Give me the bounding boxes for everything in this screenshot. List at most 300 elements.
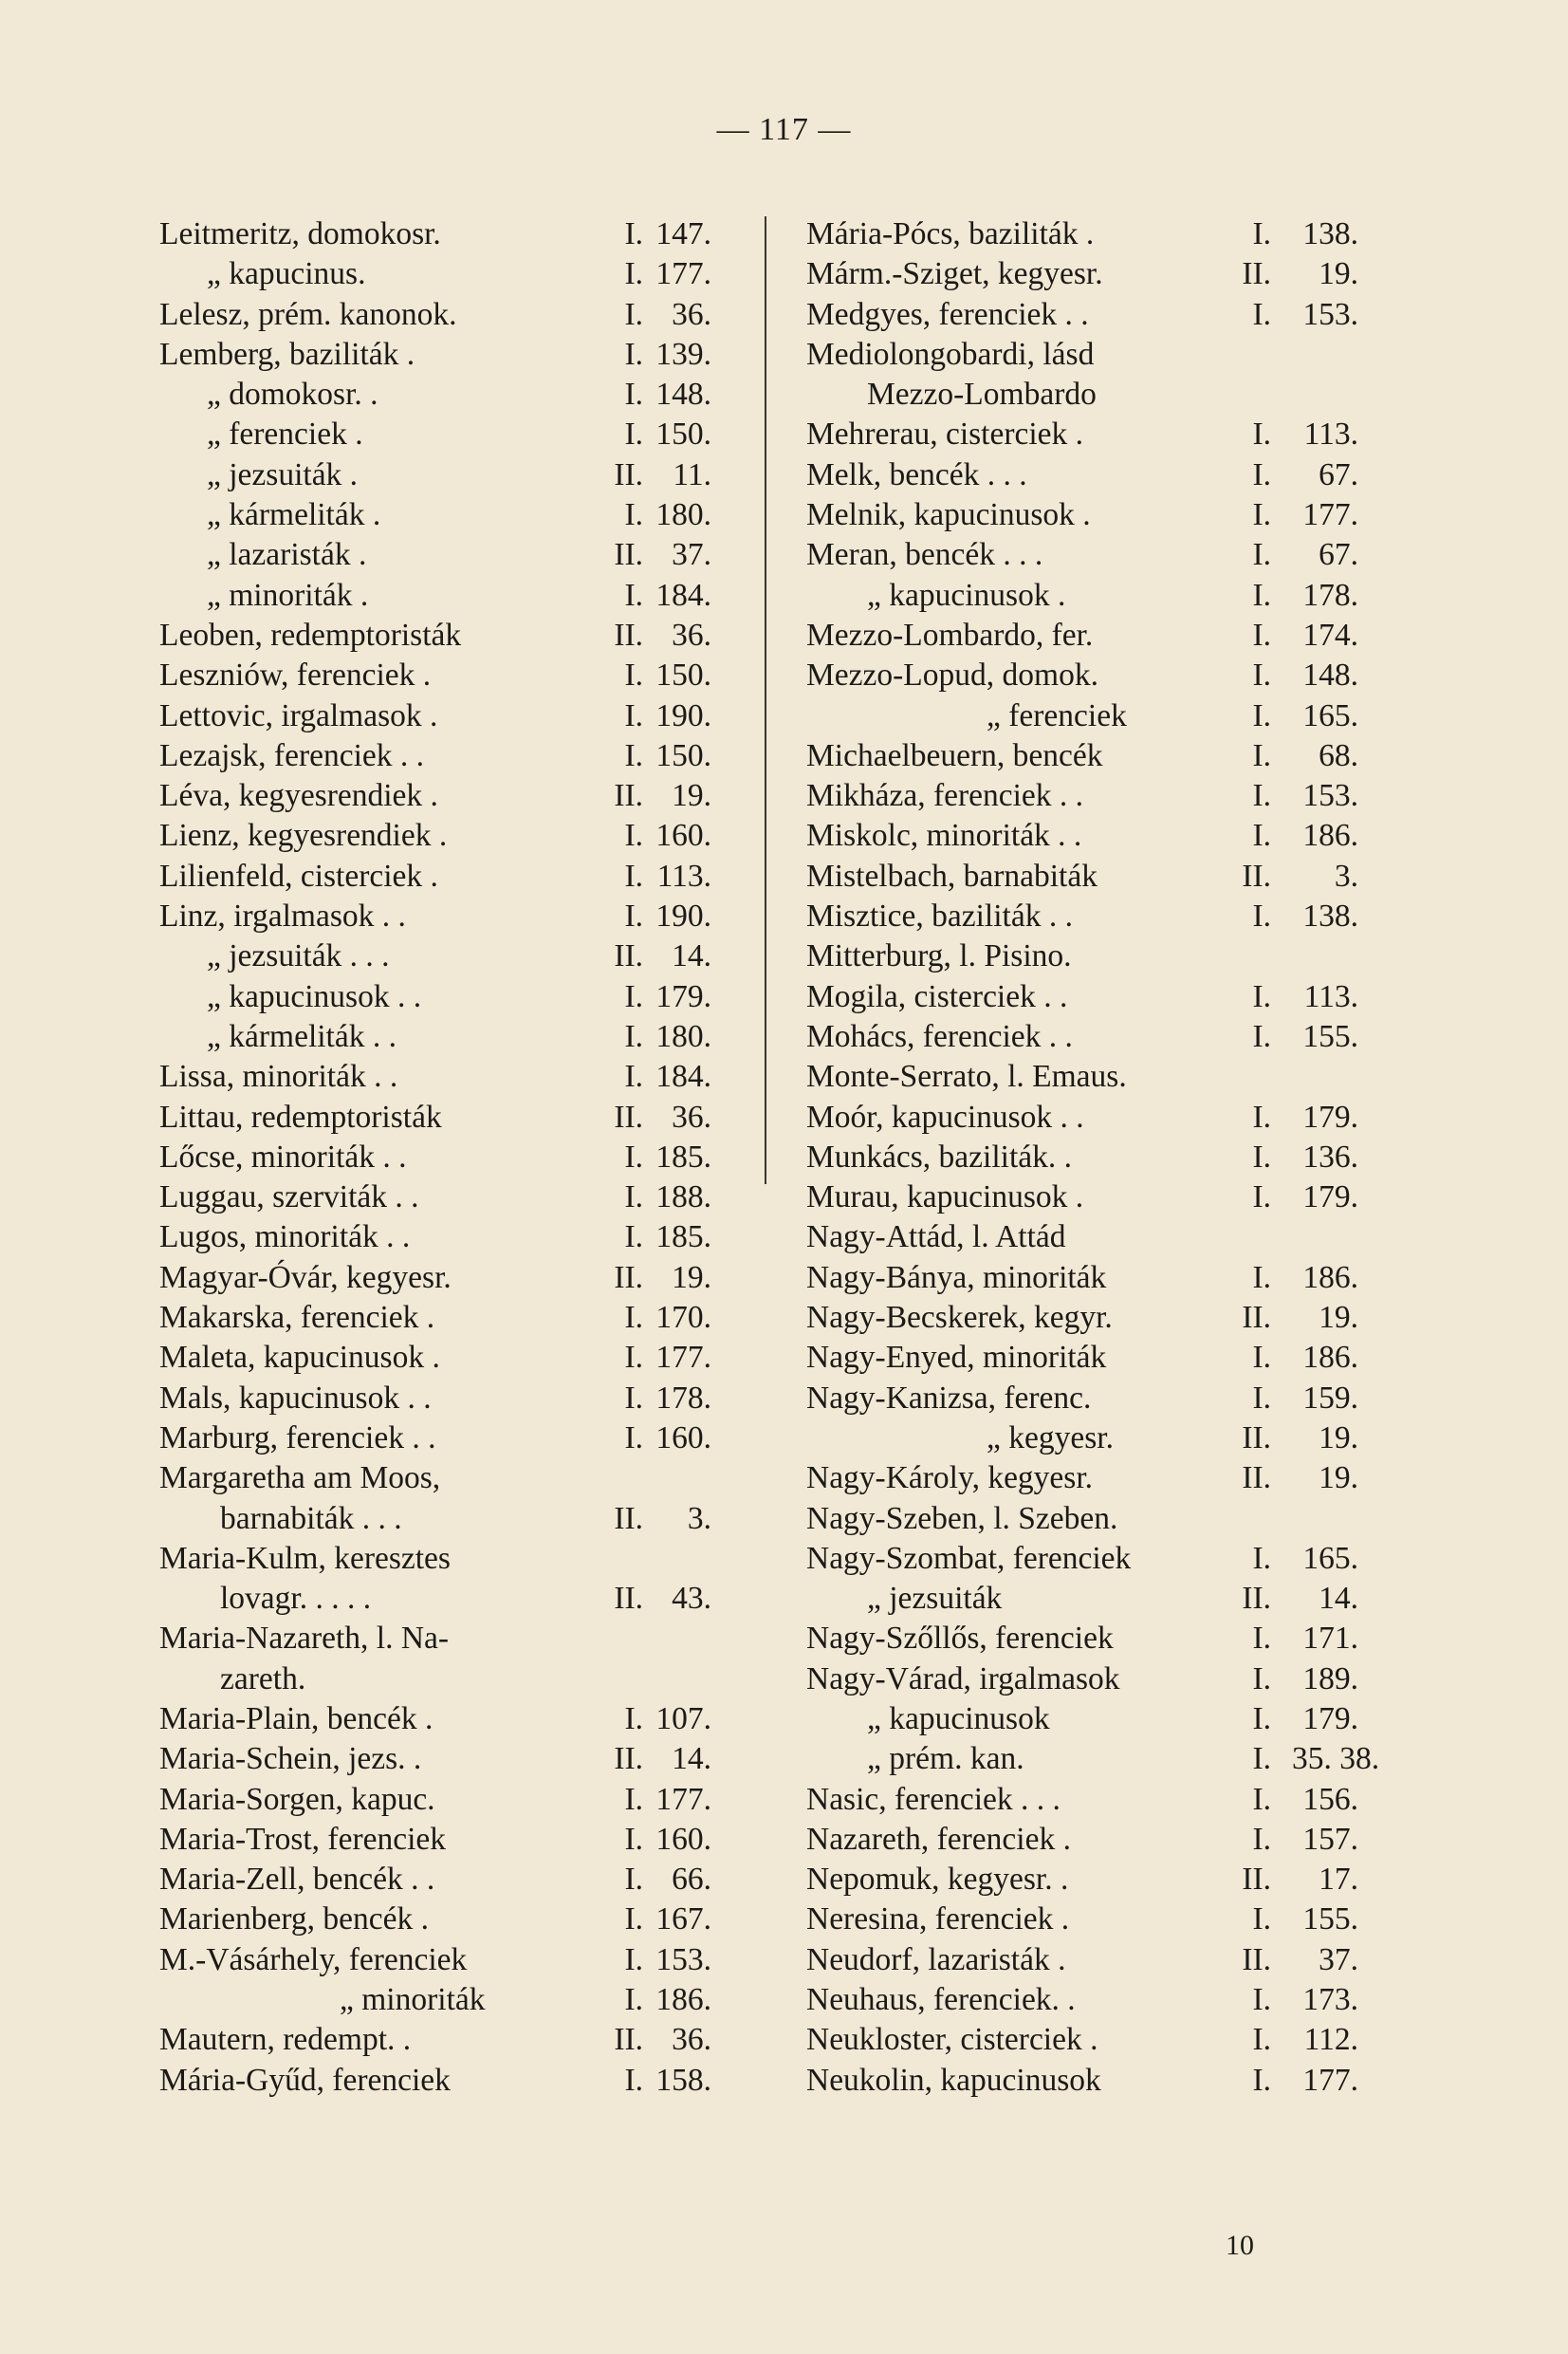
entry-volume: I.	[624, 1300, 643, 1336]
entry-name: barnabiták . . .	[220, 1500, 402, 1536]
entry-name: Maria-Kulm, keresztes	[159, 1540, 451, 1576]
index-entry	[806, 776, 1366, 816]
entry-page: 186.	[1302, 818, 1358, 854]
index-entry	[159, 1057, 729, 1097]
entry-volume: I.	[1252, 1340, 1271, 1376]
entry-page: 14.	[672, 938, 711, 974]
entry-name: Maria-Plain, bencék .	[159, 1700, 434, 1736]
entry-name: „ prém. kan.	[867, 1741, 1024, 1777]
index-entry	[806, 535, 1366, 575]
entry-page: 14.	[1319, 1581, 1358, 1617]
entry-volume: I.	[624, 658, 643, 694]
entry-page: 160.	[655, 818, 711, 854]
entry-name: Maria-Sorgen, kapuc.	[159, 1781, 435, 1817]
entry-name: Lemberg, baziliták .	[159, 336, 415, 372]
entry-name: Lőcse, minoriták . .	[159, 1139, 407, 1175]
index-entry	[806, 1298, 1366, 1338]
index-entry	[806, 936, 1366, 976]
entry-name: „ kármeliták . .	[207, 1018, 397, 1054]
index-entry	[159, 1138, 729, 1177]
entry-volume: I.	[1252, 1018, 1271, 1054]
index-entry	[806, 977, 1366, 1017]
entry-page: 185.	[655, 1219, 711, 1255]
entry-name: Magyar-Óvár, kegyesr.	[159, 1259, 452, 1295]
index-entry	[806, 1458, 1366, 1498]
entry-volume: II.	[614, 1741, 643, 1777]
entry-page: 173.	[1302, 1982, 1358, 2018]
index-entry	[159, 335, 729, 375]
entry-page: 67.	[1319, 456, 1358, 492]
entry-name: Maria-Zell, bencék . .	[159, 1862, 435, 1898]
entry-volume: II.	[614, 938, 643, 974]
entry-name: „ kapucinusok . .	[207, 978, 422, 1014]
entry-page: 19.	[672, 1259, 711, 1295]
entry-volume: II.	[614, 1581, 643, 1617]
index-entry	[159, 816, 729, 856]
index-entry	[806, 1499, 1366, 1539]
index-entry	[159, 1940, 729, 1980]
entry-page: 160.	[655, 1821, 711, 1857]
entry-page: 150.	[655, 737, 711, 773]
index-entry	[159, 1820, 729, 1860]
index-entry	[806, 375, 1366, 415]
entry-page: 67.	[1319, 537, 1358, 573]
entry-page: 36.	[672, 296, 711, 332]
entry-page: 180.	[655, 1018, 711, 1054]
entry-name: Michaelbeuern, bencék	[806, 737, 1103, 773]
entry-page: 148.	[655, 377, 711, 413]
entry-name: Mals, kapucinusok . .	[159, 1380, 432, 1416]
entry-volume: I.	[624, 417, 643, 453]
index-entry	[159, 375, 729, 415]
entry-name: Nagy-Becskerek, kegyr.	[806, 1300, 1113, 1336]
entry-volume: I.	[624, 1059, 643, 1095]
index-entry	[806, 1820, 1366, 1860]
entry-page: 179.	[1302, 1179, 1358, 1215]
entry-page: 177.	[655, 1781, 711, 1817]
entry-volume: I.	[1252, 456, 1271, 492]
entry-page: 157.	[1302, 1821, 1358, 1857]
entry-name: „ lazaristák .	[207, 537, 367, 573]
index-entry	[159, 776, 729, 816]
index-entry	[159, 1980, 729, 2020]
entry-volume: I.	[1252, 1660, 1271, 1696]
entry-name: Mediolongobardi, lásd	[806, 336, 1095, 372]
entry-page: 19.	[1319, 256, 1358, 292]
entry-name: Maria-Nazareth, l. Na-	[159, 1621, 450, 1657]
entry-volume: II.	[1242, 1460, 1271, 1496]
entry-name: Neudorf, lazaristák .	[806, 1941, 1066, 1977]
entry-page: 68.	[1319, 737, 1358, 773]
entry-name: Munkács, baziliták. .	[806, 1139, 1073, 1175]
entry-name: „ ferenciek	[987, 697, 1127, 733]
index-entry	[159, 535, 729, 575]
entry-volume: I.	[624, 497, 643, 533]
index-entry	[159, 1258, 729, 1298]
entry-volume: I.	[624, 1139, 643, 1175]
index-entry	[159, 254, 729, 294]
entry-name: Nagy-Attád, l. Attád	[806, 1219, 1066, 1255]
entry-name: Nagy-Enyed, minoriták	[806, 1340, 1107, 1376]
entry-page: 36.	[672, 2022, 711, 2058]
index-entry	[806, 897, 1366, 936]
entry-page: 19.	[672, 778, 711, 814]
entry-page: 147.	[655, 216, 711, 251]
index-entry	[806, 1699, 1366, 1739]
entry-name: Maleta, kapucinusok .	[159, 1340, 440, 1376]
entry-volume: I.	[624, 377, 643, 413]
entry-name: „ jezsuiták . . .	[207, 938, 390, 974]
entry-page: 19.	[1319, 1460, 1358, 1496]
entry-page: 186.	[1302, 1259, 1358, 1295]
entry-volume: I.	[624, 1781, 643, 1817]
index-entry	[806, 1739, 1380, 1779]
entry-name: Murau, kapucinusok .	[806, 1179, 1084, 1215]
entry-volume: I.	[624, 1419, 643, 1455]
entry-volume: II.	[614, 537, 643, 573]
entry-page: 178.	[1302, 577, 1358, 613]
entry-page: 190.	[655, 899, 711, 935]
entry-page: 159.	[1302, 1380, 1358, 1416]
entry-name: Meran, bencék . . .	[806, 537, 1043, 573]
index-entry	[159, 1458, 729, 1498]
index-entry	[159, 736, 729, 776]
index-entry	[806, 1980, 1366, 2020]
entry-name: Marburg, ferenciek . .	[159, 1419, 436, 1455]
entry-name: Mária-Pócs, baziliták .	[806, 216, 1095, 251]
entry-volume: II.	[1242, 1419, 1271, 1455]
entry-volume: I.	[1252, 737, 1271, 773]
entry-name: Mezzo-Lopud, domok.	[806, 658, 1098, 694]
entry-page: 37.	[672, 537, 711, 573]
entry-volume: II.	[614, 456, 643, 492]
entry-name: Mária-Gyűd, ferenciek	[159, 2062, 451, 2098]
entry-name: Luggau, szerviták . .	[159, 1179, 419, 1215]
entry-page: 155.	[1302, 1018, 1358, 1054]
entry-page: 138.	[1302, 899, 1358, 935]
entry-page: 43.	[672, 1581, 711, 1617]
entry-name: Littau, redemptoristák	[159, 1099, 442, 1135]
index-entry	[159, 936, 729, 976]
entry-name: Nepomuk, kegyesr. .	[806, 1862, 1069, 1898]
index-entry	[159, 1098, 729, 1138]
index-entry	[159, 1699, 729, 1739]
index-entry	[806, 1579, 1366, 1619]
entry-name: zareth.	[220, 1660, 306, 1696]
entry-page: 156.	[1302, 1781, 1358, 1817]
index-entry	[806, 816, 1366, 856]
entry-page: 170.	[655, 1300, 711, 1336]
left-column	[159, 214, 729, 2101]
index-entry	[159, 1539, 729, 1579]
entry-name: „ jezsuiták	[867, 1581, 1003, 1617]
index-entry	[159, 1860, 729, 1900]
entry-volume: II.	[1242, 1300, 1271, 1336]
entry-name: Medgyes, ferenciek . .	[806, 296, 1089, 332]
entry-name: Lugos, minoriták . .	[159, 1219, 411, 1255]
entry-name: Mitterburg, l. Pisino.	[806, 938, 1072, 974]
entry-page: 3.	[1334, 858, 1358, 894]
entry-name: Neuhaus, ferenciek. .	[806, 1982, 1076, 2018]
entry-name: Lilienfeld, cisterciek .	[159, 858, 438, 894]
entry-name: Maria-Schein, jezs. .	[159, 1741, 422, 1777]
index-entry	[806, 295, 1366, 335]
entry-page: 158.	[655, 2062, 711, 2098]
entry-volume: I.	[624, 1982, 643, 2018]
index-entry	[159, 214, 729, 254]
index-entry	[159, 696, 729, 736]
entry-volume: II.	[614, 1500, 643, 1536]
entry-page: 184.	[655, 1059, 711, 1095]
entry-page: 113.	[1303, 417, 1358, 453]
index-entry	[806, 415, 1366, 454]
entry-page: 179.	[655, 978, 711, 1014]
index-entry	[806, 1860, 1366, 1900]
index-entry	[806, 1258, 1366, 1298]
entry-name: Lissa, minoriták . .	[159, 1059, 398, 1095]
index-entry	[159, 1177, 729, 1217]
right-column	[806, 214, 1380, 2101]
index-entry	[806, 1539, 1366, 1579]
index-entry	[806, 656, 1366, 695]
entry-page: 179.	[1302, 1099, 1358, 1135]
entry-name: Mezzo-Lombardo	[867, 377, 1097, 413]
entry-volume: I.	[1252, 697, 1271, 733]
entry-volume: II.	[1242, 1941, 1271, 1977]
entry-volume: II.	[614, 617, 643, 653]
entry-volume: I.	[1252, 658, 1271, 694]
index-entry	[806, 616, 1366, 656]
entry-page: 150.	[655, 417, 711, 453]
entry-volume: I.	[1252, 577, 1271, 613]
entry-name: Nazareth, ferenciek .	[806, 1821, 1071, 1857]
index-entry	[159, 1217, 729, 1257]
entry-volume: II.	[614, 778, 643, 814]
entry-name: Mikháza, ferenciek . .	[806, 778, 1084, 814]
entry-volume: I.	[1252, 1982, 1271, 2018]
entry-volume: I.	[624, 697, 643, 733]
index-entry	[806, 1900, 1366, 1939]
entry-volume: II.	[614, 1099, 643, 1135]
entry-name: Neresina, ferenciek .	[806, 1901, 1070, 1937]
entry-name: Leszniów, ferenciek .	[159, 658, 432, 694]
entry-name: lovagr. . . . .	[220, 1581, 372, 1617]
entry-page: 66.	[672, 1862, 711, 1898]
index-entry	[159, 1379, 729, 1418]
column-divider	[765, 216, 766, 1184]
entry-name: Linz, irgalmasok . .	[159, 899, 406, 935]
index-entry	[806, 1940, 1366, 1980]
entry-name: „ kegyesr.	[987, 1419, 1114, 1455]
entry-page: 189.	[1302, 1660, 1358, 1696]
entry-name: Lezajsk, ferenciek . .	[159, 737, 425, 773]
entry-page: 153.	[655, 1941, 711, 1977]
index-entry	[806, 1177, 1366, 1217]
entry-volume: I.	[624, 1219, 643, 1255]
index-entry	[806, 1217, 1366, 1257]
entry-page: 113.	[1303, 978, 1358, 1014]
index-entry	[159, 1619, 729, 1659]
entry-name: Marienberg, bencék .	[159, 1901, 430, 1937]
entry-volume: I.	[1252, 296, 1271, 332]
index-entry	[806, 2020, 1366, 2060]
entry-name: Misztice, baziliták . .	[806, 899, 1073, 935]
entry-page: 190.	[655, 697, 711, 733]
entry-name: „ minoriták	[340, 1982, 486, 2018]
entry-name: Margaretha am Moos,	[159, 1460, 441, 1496]
signature-mark: 10	[1226, 2230, 1254, 2261]
entry-name: „ minoriták .	[207, 577, 369, 613]
entry-name: Leitmeritz, domokosr.	[159, 216, 441, 251]
entry-name: Léva, kegyesrendiek .	[159, 778, 438, 814]
entry-volume: II.	[614, 2022, 643, 2058]
entry-volume: I.	[624, 1700, 643, 1736]
entry-page: 136.	[1302, 1139, 1358, 1175]
entry-page: 14.	[672, 1741, 711, 1777]
index-entry	[159, 576, 729, 616]
index-entry	[806, 214, 1366, 254]
entry-name: Nagy-Szombat, ferenciek	[806, 1540, 1132, 1576]
index-entry	[159, 455, 729, 495]
entry-name: Leoben, redemptoristák	[159, 617, 462, 653]
entry-volume: I.	[1252, 1139, 1271, 1175]
entry-name: „ domokosr. .	[207, 377, 378, 413]
entry-volume: I.	[1252, 1781, 1271, 1817]
entry-name: Nagy-Szeben, l. Szeben.	[806, 1500, 1118, 1536]
page-number: — 117 —	[716, 112, 852, 147]
entry-volume: I.	[624, 899, 643, 935]
entry-page: 165.	[1302, 1540, 1358, 1576]
index-entry	[159, 656, 729, 695]
index-entry	[806, 1017, 1366, 1057]
entry-name: Nagy-Kanizsa, ferenc.	[806, 1380, 1092, 1416]
entry-volume: I.	[624, 737, 643, 773]
entry-name: Nagy-Bánya, minoriták	[806, 1259, 1107, 1295]
entry-page: 160.	[655, 1419, 711, 1455]
index-entry	[806, 576, 1366, 616]
entry-page: 177.	[655, 256, 711, 292]
entry-page: 113.	[656, 858, 711, 894]
index-entry	[159, 897, 729, 936]
entry-name: Lelesz, prém. kanonok.	[159, 296, 457, 332]
entry-page: 167.	[655, 1901, 711, 1937]
index-entry	[159, 1780, 729, 1820]
entry-volume: II.	[614, 1259, 643, 1295]
entry-page: 3.	[687, 1500, 711, 1536]
entry-name: Melnik, kapucinusok .	[806, 497, 1091, 533]
index-entry	[806, 495, 1366, 535]
entry-page: 186.	[655, 1982, 711, 2018]
entry-page: 185.	[655, 1139, 711, 1175]
entry-page: 171.	[1302, 1621, 1358, 1657]
index-entry	[806, 857, 1366, 897]
index-entry	[806, 455, 1366, 495]
entry-page: 180.	[655, 497, 711, 533]
entry-volume: I.	[1252, 2062, 1271, 2098]
entry-volume: I.	[624, 336, 643, 372]
entry-name: Neukolin, kapucinusok	[806, 2062, 1101, 2098]
index-entry	[806, 335, 1366, 375]
entry-volume: I.	[1252, 978, 1271, 1014]
entry-page: 177.	[1302, 497, 1358, 533]
index-entry	[159, 495, 729, 535]
entry-volume: I.	[624, 1901, 643, 1937]
entry-volume: I.	[624, 1862, 643, 1898]
entry-volume: I.	[1252, 1380, 1271, 1416]
entry-volume: I.	[624, 216, 643, 251]
entry-name: „ kapucinus.	[207, 256, 366, 292]
index-entry	[806, 1659, 1366, 1699]
entry-page: 36.	[672, 1099, 711, 1135]
entry-page: 155.	[1302, 1901, 1358, 1937]
index-entry	[159, 2020, 729, 2060]
index-entry	[159, 415, 729, 454]
entry-name: Melk, bencék . . .	[806, 456, 1027, 492]
entry-volume: I.	[624, 296, 643, 332]
entry-volume: I.	[1252, 1700, 1271, 1736]
entry-page: 37.	[1319, 1941, 1358, 1977]
entry-page: 139.	[655, 336, 711, 372]
index-entry	[159, 1499, 729, 1539]
entry-name: Moór, kapucinusok . .	[806, 1099, 1084, 1135]
entry-volume: I.	[1252, 778, 1271, 814]
entry-volume: I.	[624, 1340, 643, 1376]
entry-volume: I.	[1252, 2022, 1271, 2058]
entry-name: Mautern, redempt. .	[159, 2022, 412, 2058]
entry-page: 112.	[1303, 2022, 1358, 2058]
entry-volume: I.	[1252, 497, 1271, 533]
entry-volume: I.	[624, 818, 643, 854]
entry-page: 177.	[655, 1340, 711, 1376]
index-entry	[159, 1017, 729, 1057]
entry-volume: I.	[1252, 1741, 1271, 1777]
entry-page: 35. 38.	[1292, 1741, 1380, 1777]
entry-page: 107.	[655, 1700, 711, 1736]
entry-name: Nagy-Várad, irgalmasok	[806, 1660, 1120, 1696]
index-entry	[806, 1780, 1366, 1820]
entry-page: 179.	[1302, 1700, 1358, 1736]
index-entry	[806, 2061, 1366, 2101]
index-entry	[806, 1098, 1366, 1138]
entry-volume: I.	[1252, 216, 1271, 251]
entry-volume: I.	[624, 1018, 643, 1054]
entry-volume: II.	[1242, 858, 1271, 894]
entry-volume: I.	[1252, 1621, 1271, 1657]
index-entry	[806, 254, 1366, 294]
index-entry	[159, 857, 729, 897]
entry-page: 11.	[673, 456, 711, 492]
index-entry	[159, 1900, 729, 1939]
entry-name: Mistelbach, barnabiták	[806, 858, 1098, 894]
entry-name: Márm.-Sziget, kegyesr.	[806, 256, 1103, 292]
index-entry	[159, 1579, 729, 1619]
entry-volume: I.	[1252, 1821, 1271, 1857]
entry-volume: II.	[1242, 1862, 1271, 1898]
index-entry	[806, 1619, 1366, 1659]
entry-volume: I.	[1252, 818, 1271, 854]
entry-volume: I.	[624, 1179, 643, 1215]
index-entry	[159, 616, 729, 656]
index-entry	[159, 295, 729, 335]
entry-page: 19.	[1319, 1300, 1358, 1336]
entry-volume: I.	[1252, 1179, 1271, 1215]
entry-volume: II.	[1242, 256, 1271, 292]
entry-name: Nagy-Szőllős, ferenciek	[806, 1621, 1114, 1657]
entry-name: Lienz, kegyesrendiek .	[159, 818, 448, 854]
entry-page: 19.	[1319, 1419, 1358, 1455]
index-entry	[159, 977, 729, 1017]
entry-name: Mezzo-Lombardo, fer.	[806, 617, 1094, 653]
